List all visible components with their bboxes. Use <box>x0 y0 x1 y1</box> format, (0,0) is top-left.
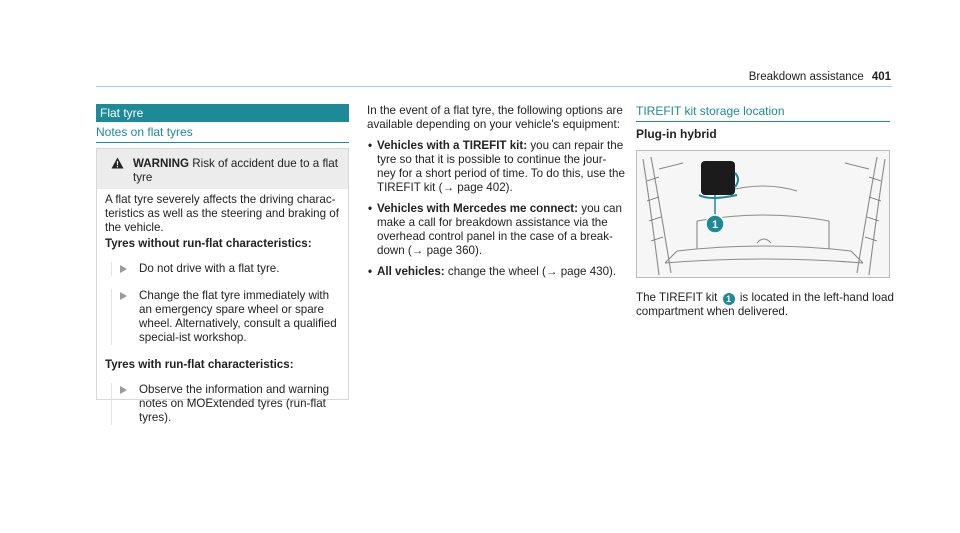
trunk-illustration <box>636 150 890 278</box>
warning-box <box>96 148 349 424</box>
caption-start: The TIREFIT kit <box>636 291 718 304</box>
running-header <box>749 70 891 84</box>
step-text: Change the flat tyre immediately with an emergency spare wheel or spare wheel. Alternatively, consult a qualified special-ist workshop. <box>139 289 337 344</box>
option-item <box>367 202 625 258</box>
warning-keyword: WARNING <box>133 157 190 170</box>
warning-text <box>133 157 340 185</box>
option-text[interactable]: change the wheel (→ page 430). <box>447 265 617 278</box>
triangle-bullet-icon <box>120 292 127 300</box>
caption-end: is located in the left-hand load compartment when delivered. <box>636 291 894 318</box>
warning-paragraph: A flat tyre severely affects the driving charac-teristics as well as the steering and braking of the vehicle. <box>105 193 339 234</box>
section-title-bar: Flat tyre <box>96 104 349 122</box>
option-item <box>367 139 625 195</box>
trunk-drawing <box>637 151 890 278</box>
storage-location-subtitle: Plug-in hybrid <box>636 127 717 141</box>
page-number: 401 <box>871 71 891 83</box>
step-text: Do not drive with a flat tyre. <box>139 262 280 275</box>
storage-location-title: TIREFIT kit storage location <box>636 104 890 122</box>
triangle-bullet-icon <box>120 386 127 394</box>
bullet-dot-icon: • <box>368 265 373 278</box>
option-label: All vehicles: <box>377 265 445 278</box>
triangle-bullet-icon <box>120 265 127 273</box>
callout-marker-label: 1 <box>711 219 719 231</box>
step-item <box>111 262 340 276</box>
warning-triangle-icon <box>111 157 124 173</box>
step-item <box>111 383 340 425</box>
bullet-dot-icon: • <box>368 139 373 152</box>
intro-paragraph: In the event of a flat tyre, the following options are available depending on your vehicle's equipment: <box>367 104 623 131</box>
header-section: Breakdown assistance <box>748 71 864 83</box>
warning-header <box>97 149 348 189</box>
bullet-dot-icon: • <box>368 202 373 215</box>
warning-body <box>97 189 348 425</box>
options-column <box>367 104 625 286</box>
heading-runflat: Tyres with run-flat characteristics: <box>105 358 294 371</box>
step-item <box>111 289 340 345</box>
option-text[interactable]: you can repair the tyre so that it is possible to continue the jour-ney for a short period of time. To do this, use the TIREFIT kit (→ page 402). <box>377 139 625 194</box>
heading-no-runflat: Tyres without run-flat characteristics: <box>105 237 312 250</box>
option-item <box>367 265 625 279</box>
location-caption <box>636 291 896 319</box>
step-text: Observe the information and warning notes on MOExtended tyres (run-flat tyres). <box>139 383 330 424</box>
tirefit-kit-box <box>701 161 735 195</box>
callout-icon: 1 <box>723 293 735 305</box>
option-label: Vehicles with Mercedes me connect: <box>377 202 579 215</box>
subsection-title: Notes on flat tyres <box>96 125 349 143</box>
warning-message: Risk of accident due to a flat tyre <box>133 157 338 184</box>
header-rule <box>96 86 892 87</box>
option-label: Vehicles with a TIREFIT kit: <box>377 139 528 152</box>
option-text[interactable]: you can make a call for breakdown assistance via the overhead control panel in the case of a break-down (→ page 360). <box>377 202 622 257</box>
